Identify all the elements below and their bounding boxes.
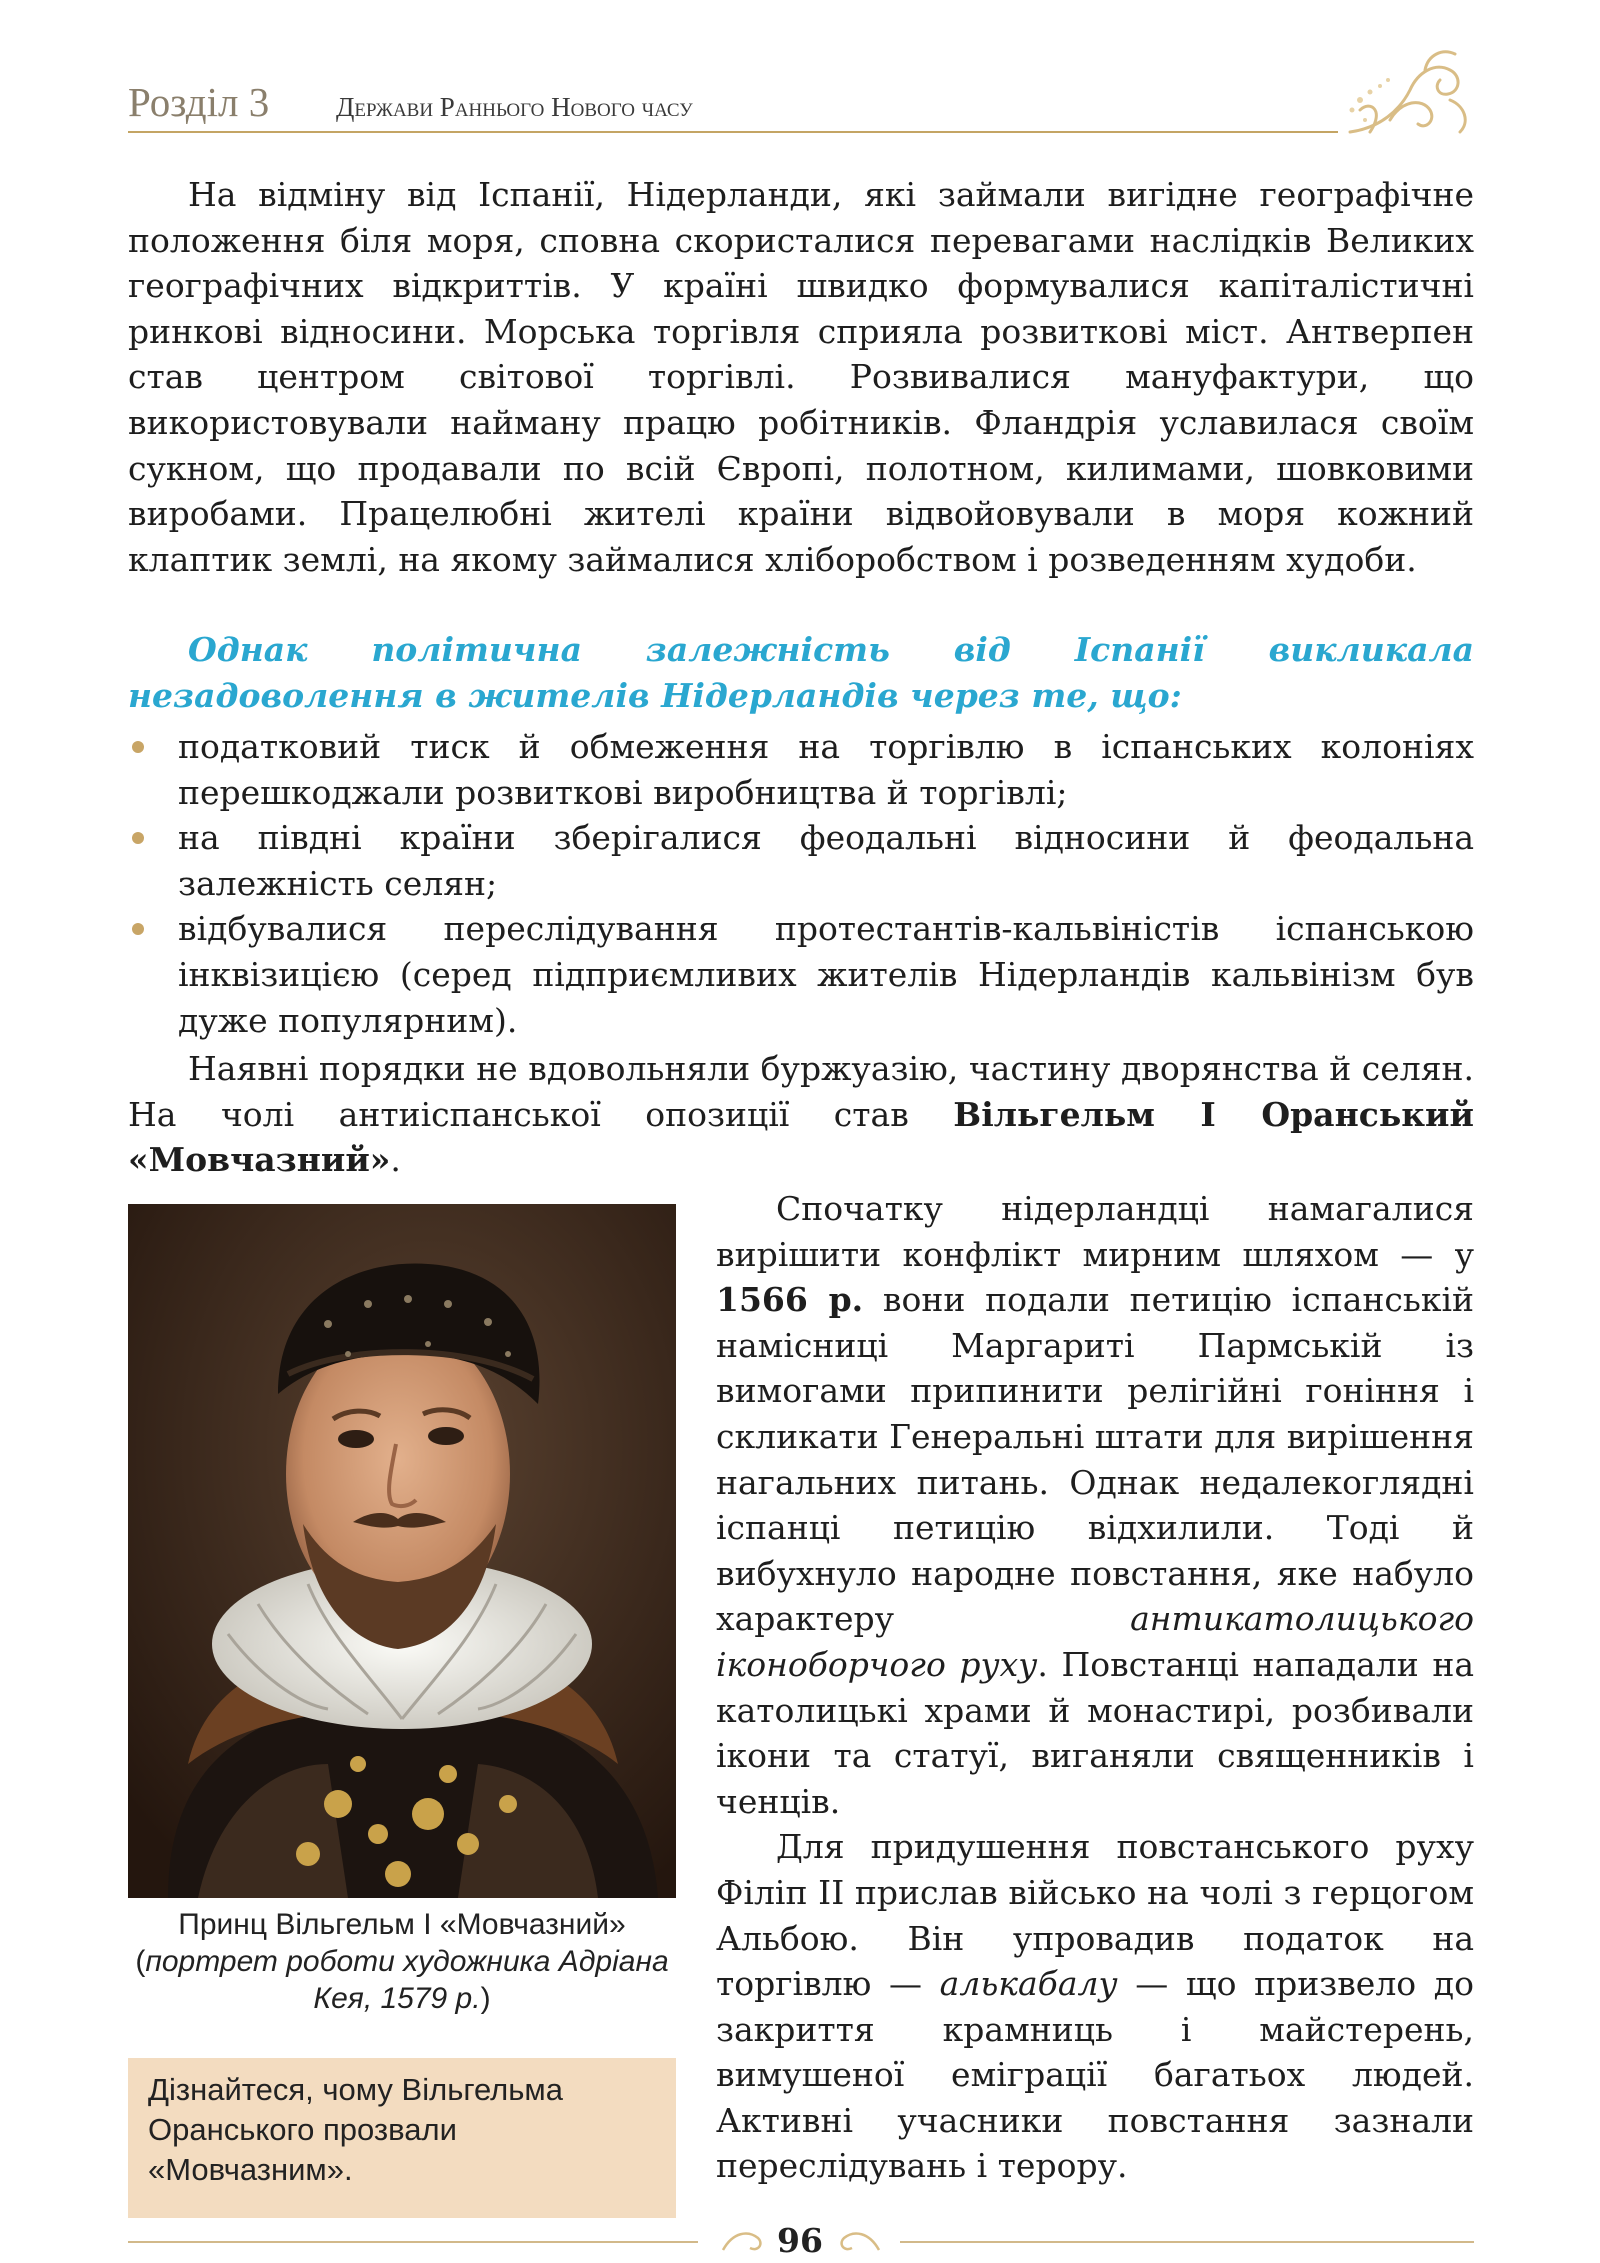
caption-title: Принц Вільгельм І «Мовчазний» xyxy=(178,1908,626,1941)
term-alcabala: алькабалу xyxy=(939,1964,1118,2004)
term-iconoclasm: антикатолицького іконоборчого руху xyxy=(716,1599,1474,1684)
portrait-caption xyxy=(128,1906,676,2017)
page-header xyxy=(128,78,1478,138)
caption-detail-line: (портрет роботи художника Адріана Кея, 1579 р.) xyxy=(135,1945,669,2015)
right-paragraph-2: Для придушення повстанського руху Філіп II прислав військо на чолі з герцогом Альбою. Він упровадив податок на торгівлю — алькабалу — що призвело до закриття крамниць і майстерень, вимушеної еміграції багатьох людей. Активні учасники повстання зазнали переслідувань і терору. xyxy=(716,1827,1474,2186)
opposition-paragraph: Наявні порядки не вдовольняли буржуазію, частину дворянства й селян. На чолі антиіспанської опозиції став Вільгельм I Оранський «Мовчазний». xyxy=(128,1049,1474,1180)
section-title: Держави Раннього Нового часу xyxy=(336,92,693,122)
section-label: Розділ 3 xyxy=(128,79,270,125)
reasons-list xyxy=(128,724,1474,1043)
bullet-dot-icon xyxy=(132,923,144,935)
bullet-dot-icon xyxy=(132,741,144,753)
portrait-image xyxy=(128,1204,676,1898)
list-item: відбувалися переслідування протестантів-кальвіністів іспанською інквізицією (серед підприємливих жителів Нідерландів кальвінізм був дуже популярним). xyxy=(128,906,1474,1043)
list-item: на півдні країни зберігалися феодальні відносини й феодальна залежність селян; xyxy=(128,815,1474,906)
list-item: податковий тиск й обмеження на торгівлю в іспанських колоніях перешкоджали розвиткові виробництва й торгівлі; xyxy=(128,724,1474,815)
intro-paragraph: На відміну від Іспанії, Нідерланди, які займали вигідне географічне положення біля моря, сповна скористалися перевагами наслідків Великих географічних відкриттів. У країні швидко формувалися капіталістичні ринкові відносини. Морська торгівля сприяла розвиткові міст. Антверпен став центром світової торгівлі. Розвивалися мануфактури, що використовували найману працю робітників. Фландрія уславилася своїм сукном, що продавали по всій Європі, полотном, килимами, шовковими виробами. Працелюбні жителі країни відвойовували в моря кожний клаптик землі, на якому займалися хліборобством і розведенням худоби. xyxy=(128,175,1474,579)
bullet-dot-icon xyxy=(132,832,144,844)
right-paragraph-1: Спочатку нідерландці намагалися вирішити конфлікт мирним шляхом — у 1566 р. вони подали петицію іспанській намісниці Маргариті Пармській із вимогами припинити релігійні гоніння і скликати Генеральні штати для вирішення нагальних питань. Однак недалекоглядні іспанці петицію відхилили. Тоді й вибухнуло народне повстання, яке набуло характеру антикатолицького іконоборчого руху. Повстанці нападали на католицькі храми й монастирі, розбивали ікони та статуї, виганяли священників і ченців. xyxy=(716,1189,1474,1821)
leader-name: Вільгельм I Оранський «Мовчазний» xyxy=(128,1094,1474,1180)
highlight-text: Однак політична залежність від Іспанії викликала незадоволення в жителів Нідерландів через те, що: xyxy=(128,630,1474,715)
year-1566: 1566 р. xyxy=(716,1280,864,1320)
caption-detail: портрет роботи художника Адріана Кея, 1579 р. xyxy=(145,1945,669,2015)
floral-ornament-icon xyxy=(1330,40,1480,150)
right-column xyxy=(716,1186,1474,2189)
page-number: 96 xyxy=(777,2221,823,2260)
header-rule xyxy=(128,131,1338,133)
task-box: Дізнайтеся, чому Вільгельма Оранського прозвали «Мовчазним». xyxy=(128,2058,676,2218)
